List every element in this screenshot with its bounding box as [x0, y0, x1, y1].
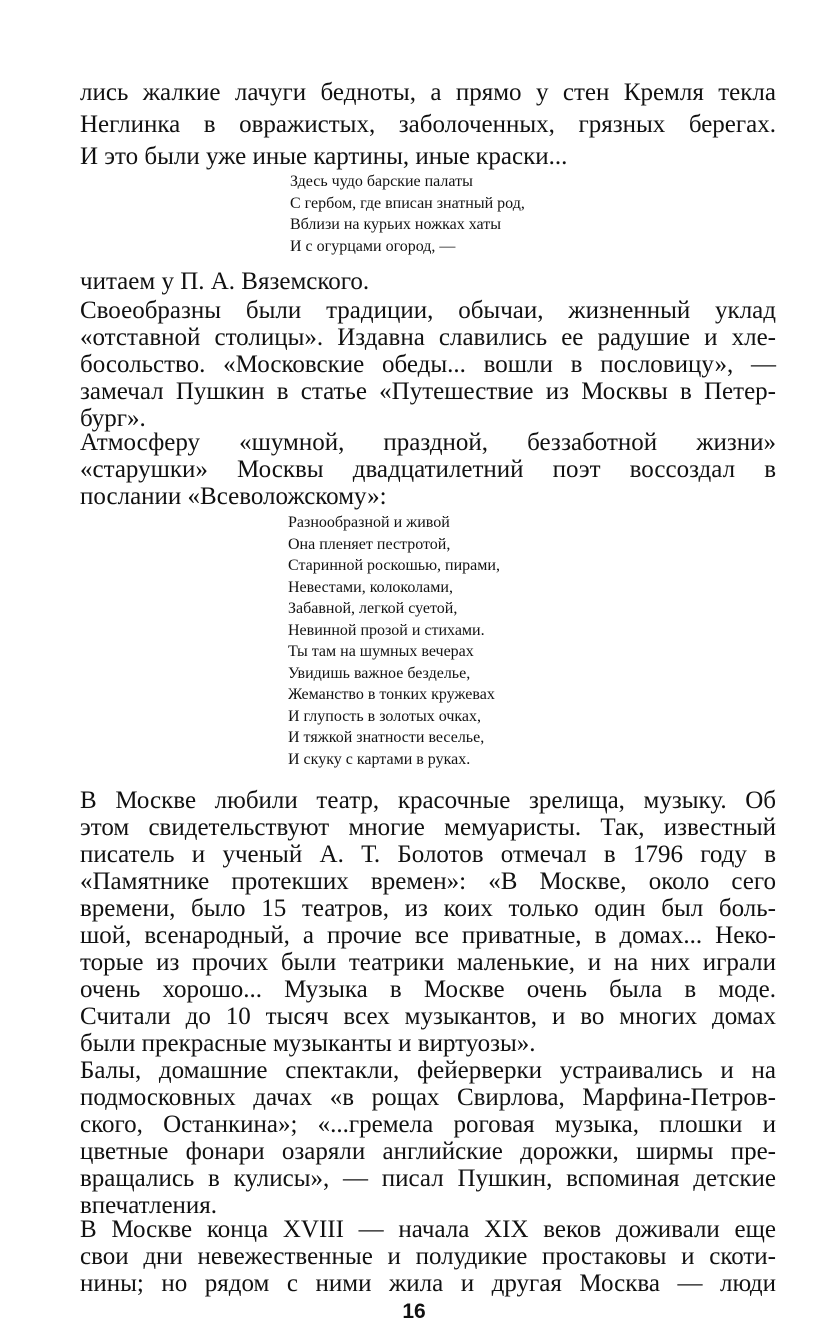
text-line: Балы, домашние спектакли, фейерверки устраивались и на [80, 1057, 776, 1084]
poem-vsevolozhsky [288, 512, 500, 770]
text-line: подмосковных дачах «в рощах Свирлова, Марфина-Петров- [80, 1084, 776, 1111]
poem-line: И глупость в золотых очках, [288, 707, 481, 725]
poem-line: Невинной прозой и стихами. [288, 621, 485, 639]
text-line: «отставной столицы». Издавна славились ее радушие и хле- [80, 324, 776, 351]
poem-line: С гербом, где вписан знатный род, [290, 194, 525, 212]
text-line: впечатления. [80, 1192, 218, 1219]
poem-line: И тяжкой знатности веселье, [288, 729, 485, 746]
text-line: очень хорошо... Музыка в Москве очень была в моде. [80, 976, 776, 1003]
poem-line: Старинной роскошью, пирами, [288, 557, 500, 574]
poem-line: Невестами, колоколами, [288, 578, 453, 596]
text-line: читаем у П. А. Вяземского. [80, 268, 370, 295]
text-line: шой, всенародный, а прочие все приватные, в домах... Неко- [80, 922, 776, 949]
text-line: бург». [80, 405, 146, 432]
poem-line: И скуку с картами в руках. [288, 750, 471, 768]
text-line: времени, было 15 театров, из коих только один был боль- [80, 895, 776, 922]
poem-vyazemsky [290, 171, 525, 257]
text-line: босольство. «Московские обеды... вошли в пословицу», — [80, 351, 776, 378]
text-line: Атмосферу «шумной, праздной, беззаботной жизни» [80, 429, 776, 456]
poem-line: Ты там на шумных вечерах [288, 643, 474, 660]
poem-line: Забавной, легкой суетой, [288, 600, 458, 617]
text-line: Считали до 10 тысяч всех музыкантов, и во многих домах [80, 1003, 776, 1030]
text-line: торые из прочих были театрики маленькие, и на них играли [80, 949, 776, 976]
text-line: В Москве конца XVIII — начала XIX веков доживали еще [80, 1216, 776, 1243]
poem-line: Разнообразной и живой [288, 514, 450, 531]
text-line: послании «Всеволожскому»: [80, 483, 387, 510]
text-line: «старушки» Москвы двадцатилетний поэт воссоздал в [80, 456, 776, 483]
page-number: 16 [402, 1300, 426, 1323]
text-line: вращались в кулисы», — писал Пушкин, вспоминая детские [80, 1165, 776, 1192]
text-line: этом свидетельствуют многие мемуаристы. Так, известный [80, 814, 776, 841]
poem-line: Увидишь важное безделье, [288, 664, 471, 682]
poem-line: Она пленяет пестротой, [288, 535, 451, 553]
text-line: цветные фонари озаряли английские дорожки, ширмы пре- [80, 1138, 776, 1165]
text-line: свои дни невежественные и полудикие простаковы и скоти- [80, 1243, 776, 1270]
text-line: были прекрасные музыканты и виртуозы». [80, 1030, 536, 1057]
text-line: замечал Пушкин в статье «Путешествие из Москвы в Петер- [80, 378, 776, 405]
text-line: ского, Останкина»; «...гремела роговая музыка, плошки и [80, 1111, 776, 1138]
poem-line: И с огурцами огород, — [290, 237, 456, 255]
text-line: писатель и ученый А. Т. Болотов отмечал в 1796 году в [80, 841, 776, 868]
text-line: Неглинка в овражистых, заболоченных, грязных берегах. [80, 111, 776, 138]
poem-line: Вблизи на курьих ножках хаты [290, 216, 501, 233]
text-line: нины; но рядом с ними жила и другая Москва — люди [80, 1270, 776, 1297]
text-line: «Памятнике протекших времен»: «В Москве, около сего [80, 868, 776, 895]
poem-line: Жеманство в тонких кружевах [288, 686, 495, 703]
poem-line: Здесь чудо барские палаты [290, 173, 473, 190]
text-line: лись жалкие лачуги бедноты, а прямо у стен Кремля текла [80, 79, 776, 106]
text-line: В Москве любили театр, красочные зрелища, музыку. Об [80, 787, 776, 814]
text-line: И это были уже иные картины, иные краски... [80, 143, 568, 170]
text-line: Своеобразны были традиции, обычаи, жизненный уклад [80, 297, 776, 324]
